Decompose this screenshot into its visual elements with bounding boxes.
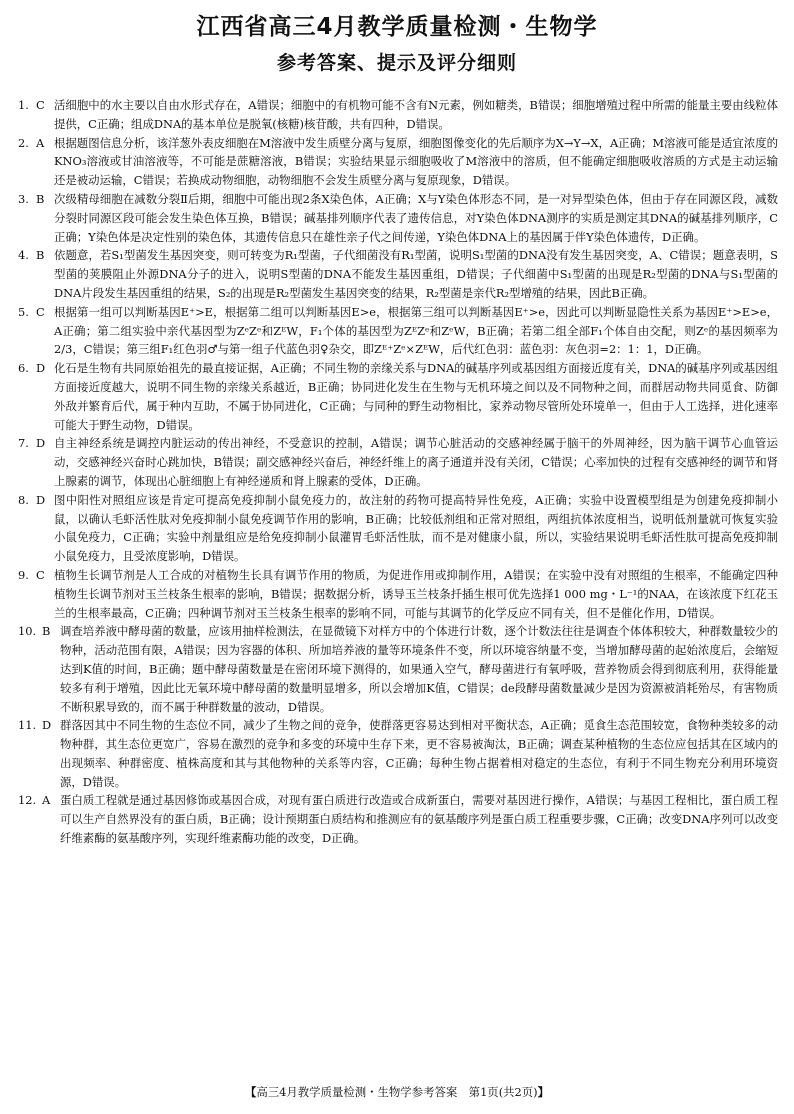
- item-explanation: 自主神经系统是调控内脏运动的传出神经，不受意识的控制，A错误；调节心脏活动的交感神经属于脑干的外周神经，因为脑干调节心血管运动，交感神经兴奋时心跳加快，B错误；副交感神经兴奋后，神经纤维上的离子通道并没有关闭，C错误；心率加快的过程有交感神经的调节和肾上腺素的调节，体现出心脏细胞上有神经递质和肾上腺素的受体，D正确。: [54, 436, 778, 488]
- item-explanation: 图中阳性对照组应该是肯定可提高免疫抑制小鼠免疫力的，故注射的药物可提高特异性免疫，A正确；实验中设置模型组是为创建免疫抑制小鼠，以确认毛虾活性肽对免疫抑制小鼠免疫调节作用的影响，B正确；比较低剂组和正常对照组，两组抗体浓度相当，说明低剂量就可恢复实验小鼠免疫力，C正确；实验中剂量组应是给免疫抑制小鼠灌胃毛虾活性肽，而不是对健康小鼠，所以，实验结果说明毛虾活性肽可提高免疫抑制小鼠免疫力，且受浓度影响，D错误。: [54, 492, 778, 564]
- item-number: 5.: [18, 304, 29, 319]
- item-number: 11.: [18, 718, 37, 733]
- item-answer: B: [36, 248, 45, 263]
- item-explanation: 根据题图信息分析，该洋葱外表皮细胞在M溶液中发生质壁分离与复原，细胞图像变化的先后顺序为X→Y→X，A正确；M溶液可能是适宜浓度的KNO₃溶液或甘油溶液等，不可能是蔗糖溶液，B错误；实验结果显示细胞吸收了M溶液中的溶质，但不能确定细胞吸收溶质的方式是主动运输还是被动运输，C错误；若换成动物细胞，动物细胞不会发生质壁分离与复原现象，D错误。: [54, 135, 778, 188]
- item-answer: C: [36, 304, 45, 319]
- answer-item-9: [18, 566, 778, 622]
- item-number: 7.: [18, 436, 29, 451]
- item-number: 9.: [18, 567, 29, 582]
- item-explanation: 群落因其中不同生物的生态位不同，减少了生物之间的竞争，使群落更容易达到相对平衡状态，A正确；觅食生态范围较宽，食物种类较多的动物种群，其生态位更宽广，容易在激烈的竞争和多变的环境中生存下来，更不容易被淘汰，B正确；调查某种植物的生态位应包括其在区域内的出现频率、种群密度、植株高度和其与其他物种的关系等内容，C正确；每种生物占据着相对稳定的生态位，有利于不同生物充分利用环境资源，D错误。: [60, 718, 778, 789]
- item-explanation: 植物生长调节剂是人工合成的对植物生长具有调节作用的物质，为促进作用或抑制作用，A错误；在实验中没有对照组的生根率，不能确定四种植物生长调节剂对玉兰枝条生根率的影响，B错误；据数据分析，诱导玉兰枝条扦插生根可优先选择1 000 mg・L⁻¹的NAA，在该浓度下红花玉兰的生根率最高，C正确；四种调节剂对玉兰枝条生根率的影响不同，可能与其调节的化学反应不同有关，但不是催化作用，D错误。: [54, 567, 778, 620]
- answer-item-10: [18, 622, 778, 716]
- item-answer: B: [36, 191, 45, 206]
- item-explanation: 调查培养液中酵母菌的数量，应该用抽样检测法，在显微镜下对样方中的个体进行计数，逐个计数法往往是调查个体体积较大，种群数量较少的物种，活动范围有限，A错误；因为容器的体积、所加培养液的量等环境条件不变，所以环境容纳量不变，当增加酵母菌的起始浓度后，会缩短达到K值的时间，B正确；题中酵母菌数量是在密闭环境下测得的，如果通入空气，酵母菌进行有氧呼吸，营养物质会得到彻底利用，获得能量较多有利于增殖，因此比无氧环境中酵母菌的数量明显增多，所以会增加K值，C错误；de段酵母菌数量减少是因为资源被消耗殆尽，有害物质不断积累导致的，而不属于种群数量的波动，D错误。: [60, 624, 778, 714]
- item-number: 6.: [18, 361, 29, 376]
- answer-item-8: [18, 491, 778, 566]
- item-answer: B: [42, 624, 51, 639]
- item-answer: A: [42, 793, 51, 808]
- page-subtitle: 参考答案、提示及评分细则: [276, 52, 517, 74]
- item-number: 10.: [18, 624, 37, 639]
- item-number: 2.: [18, 135, 29, 150]
- page-title: 江西省高三4月教学质量检测・生物学: [196, 14, 598, 40]
- item-explanation: 蛋白质工程就是通过基因修饰或基因合成，对现有蛋白质进行改造或合成新蛋白，需要对基因进行操作，A错误；与基因工程相比，蛋白质工程可以生产自然界没有的蛋白质，B正确；设计预期蛋白质结构和推测应有的氨基酸序列是蛋白质工程重要步骤，C正确；改变DNA序列可以改变纤维素酶的氨基酸序列，实现纤维素酶功能的改变，D正确。: [60, 793, 778, 846]
- item-answer: D: [36, 492, 46, 507]
- item-answer: D: [36, 361, 46, 376]
- item-number: 1.: [18, 98, 29, 112]
- answer-item-6: [18, 359, 778, 434]
- answer-item-7: [18, 434, 778, 490]
- item-number: 3.: [18, 191, 29, 206]
- item-number: 12.: [18, 793, 37, 808]
- item-answer: D: [36, 436, 46, 451]
- footer-right-bracket: 】: [537, 1085, 550, 1099]
- answer-item-12: [18, 791, 778, 847]
- answer-item-11: [18, 716, 778, 791]
- answer-item-3: [18, 190, 778, 246]
- item-number: 8.: [18, 492, 29, 507]
- item-explanation: 根据第一组可以判断基因E⁺>E，根据第二组可以判断基因E>e，根据第三组可以判断基因E⁺>e，因此可以判断显隐性关系为基因E⁺>E>e，A正确；第二组实验中亲代基因型为ZᵉZᵉ和ZᴱW，F₁个体的基因型为ZᴱZᵉ和ZᵉW，B正确；若第二组全部F₁个体自由交配，则Zᵉ的基因频率为2/3，C错误；第三组F₁红色羽♂与第一组子代蓝色羽♀杂交，即Zᴱ⁺Zᵉ×ZᴱW，后代红色羽：蓝色羽：灰色羽=2：1：1，D正确。: [54, 304, 778, 357]
- item-answer: C: [36, 98, 45, 112]
- item-explanation: 化石是生物有共同原始祖先的最直接证据，A正确；不同生物的亲缘关系与DNA的碱基序列或基因组方面接近度有关，DNA的碱基序列或基因组方面接近度越大，说明不同生物的亲缘关系越近，B正确；协同进化发生在生物与无机环境之间以及不同物种之间，而群居动物共同觅食、防御外敌并繁育后代，属于种内互助，不属于协同进化，C正确；与同种的野生动物相比，家养动物尽管所处环境单一，但由于人工选择，进化速率可能大于野生动物，D错误。: [54, 361, 778, 432]
- footer-page-info: 第1页(共2页): [468, 1085, 538, 1099]
- item-answer: A: [36, 135, 45, 150]
- answer-item-2: [18, 134, 778, 190]
- page-footer: [0, 1083, 794, 1101]
- item-answer: C: [36, 567, 45, 582]
- item-number: 4.: [18, 248, 29, 263]
- answer-list: [18, 96, 778, 848]
- answer-item-1: [18, 96, 778, 134]
- footer-left-bracket: 【: [244, 1085, 257, 1099]
- footer-label: 高三4月教学质量检测・生物学参考答案: [256, 1085, 458, 1099]
- item-explanation: 次级精母细胞在减数分裂Ⅱ后期，细胞中可能出现2条X染色体，A正确；X与Y染色体形态不同，是一对异型染色体，但由于存在同源区段，减数分裂时同源区段可能会发生染色体互换，B错误；碱基排列顺序代表了遗传信息，对Y染色体DNA测序的实质是测定其DNA的碱基排列顺序，C正确；Y染色体是决定性别的染色体，其遗传信息只在雄性亲子代之间传递，Y染色体DNA上的基因属于伴Y染色体遗传，D正确。: [54, 191, 778, 244]
- answer-item-4: [18, 246, 778, 302]
- item-explanation: 活细胞中的水主要以自由水形式存在，A错误；细胞中的有机物可能不含有N元素，例如糖类，B错误；细胞增殖过程中所需的能量主要由线粒体提供，C正确；组成DNA的基本单位是脱氧(核糖)核苷酸，共有四种，D错误。: [54, 98, 778, 131]
- item-answer: D: [42, 718, 52, 733]
- answer-item-5: [18, 303, 778, 359]
- item-explanation: 依题意，若S₁型菌发生基因突变，则可转变为R₁型菌，子代细菌没有R₁型菌，说明S₁型菌的DNA没有发生基因突变，A、C错误；题意表明，S型菌的荚膜阻止外源DNA分子的进入，说明S型菌的DNA不能发生基因重组，D错误；子代细菌中S₁型菌的出现是R₂型菌的DNA与S₁型菌的DNA片段发生基因重组的结果，S₂的出现是R₂型菌发生基因突变的结果，R₂型菌是亲代R₂型增殖的结果，因此B正确。: [54, 248, 778, 300]
